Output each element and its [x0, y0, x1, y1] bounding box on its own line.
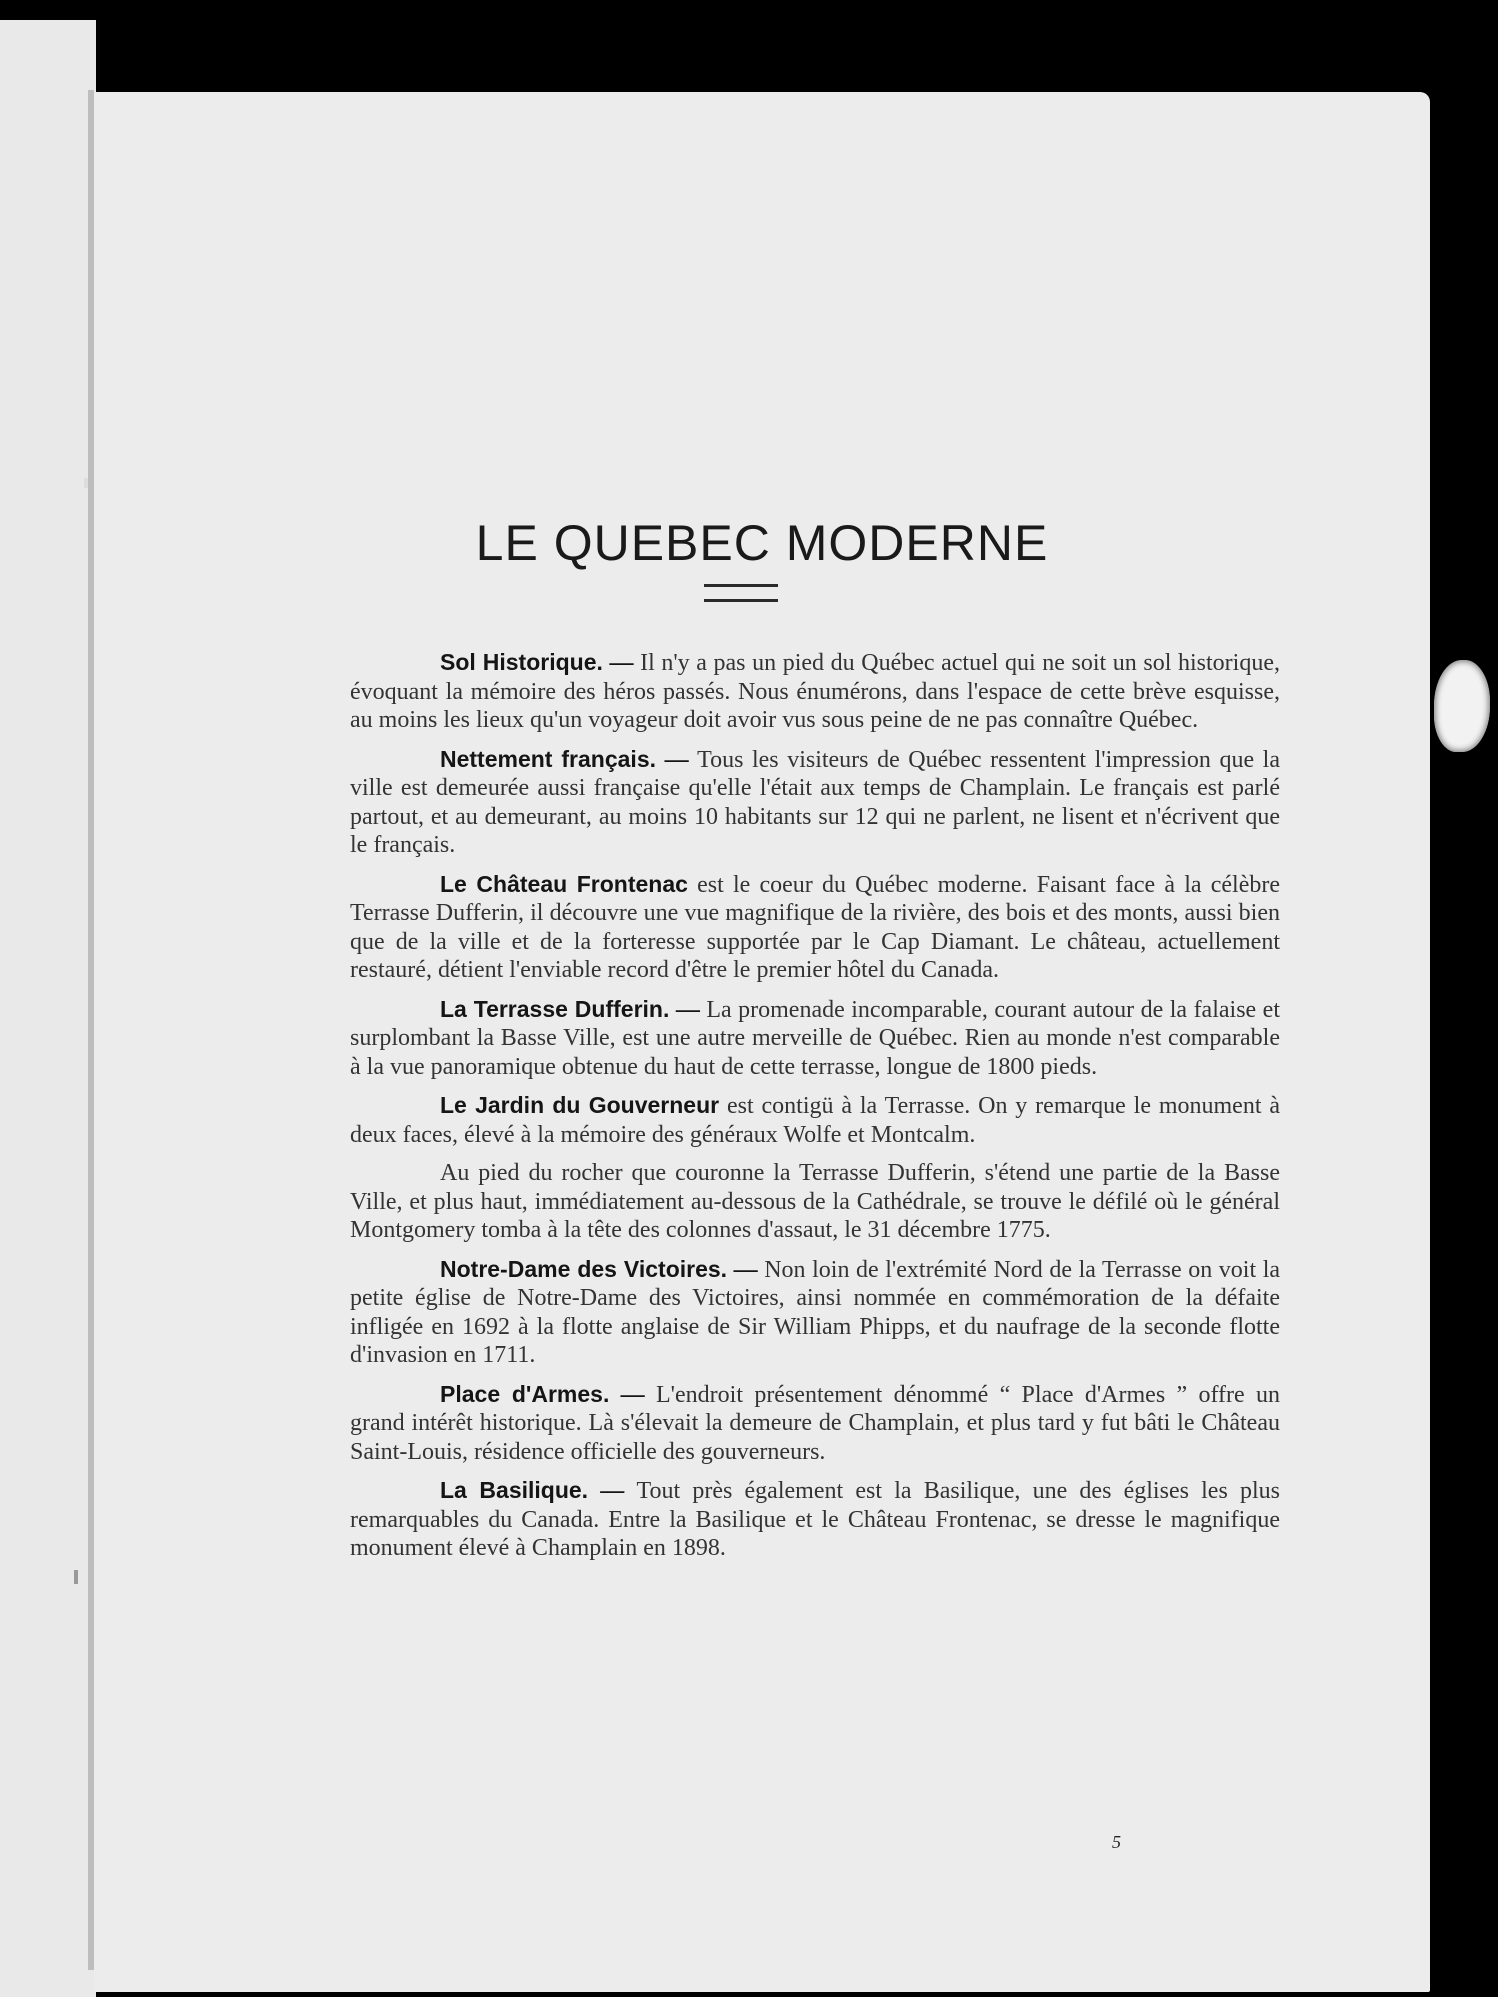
article-paragraph: [350, 1091, 1280, 1149]
article-paragraph: [350, 648, 1280, 735]
article-paragraph: [350, 870, 1280, 985]
article-paragraph: [350, 1476, 1280, 1563]
heading-dash: —: [609, 1381, 657, 1408]
article-paragraph: [350, 1380, 1280, 1467]
article-paragraph: [350, 1255, 1280, 1370]
article-paragraph: [350, 1159, 1280, 1245]
paragraph-text: est le coeur du Québec moderne. Faisant face à la célèbre Terrasse Dufferin, il découvre une vue magnifique de la rivière, des bois et des monts, aussi bien que de la ville et de la forteresse supportée par le Cap Diamant. Le château, actuellement restauré, détient l'enviable record d'être le premier hôtel du Canada.: [350, 871, 1280, 983]
heading-dash: —: [727, 1256, 765, 1283]
paper-stain: [1434, 660, 1490, 752]
paragraph-heading: La Terrasse Dufferin.: [440, 995, 670, 1022]
paragraph-text: Non loin de l'extrémité Nord de la Terrasse on voit la petite église de Notre-Dame des Victoires, ainsi nommée en commémoration de la défaite infligée en 1692 à la flotte anglaise de Sir William Phipps, et du naufrage de la seconde flotte d'invasion en 1711.: [350, 1256, 1281, 1368]
page-title: LE QUEBEC MODERNE: [475, 514, 1049, 571]
paragraph-text: L'endroit présentement dénommé “ Place d'Armes ” offre un grand intérêt historique. Là s'élevait la demeure de Champlain, et plus tard y fut bâti le Château Saint-Louis, résidence officielle des gouverneurs.: [350, 1381, 1281, 1465]
paragraph-text: Au pied du rocher que couronne la Terrasse Dufferin, s'étend une partie de la Basse Ville, et plus haut, immédiatement au-dessous de la Cathédrale, se trouve le défilé où le général Montgomery tomba à la tête des colonnes d'assaut, le 31 décembre 1775.: [350, 1160, 1280, 1243]
paragraph-text: Tous les visiteurs de Québec ressentent l'impression que la ville est demeurée aussi française qu'elle l'était aux temps de Champlain. Le français est parlé partout, et au demeurant, au moins 10 habitants sur 12 qui ne parlent, ne lisent et n'écrivent que le français.: [350, 746, 1280, 858]
paragraph-text: Il n'y a pas un pied du Québec actuel qui ne soit un sol historique, évoquant la mémoire des héros passés. Nous énumérons, dans l'espace de cette brève esquisse, au moins les lieux qu'un voyageur doit avoir vus sous peine de ne pas connaître Québec.: [350, 650, 1280, 733]
scan-speck: [84, 478, 88, 488]
heading-dash: —: [669, 996, 707, 1023]
article-paragraph: [350, 745, 1280, 860]
heading-dash: [688, 872, 697, 898]
facing-page-edge: [0, 20, 96, 1997]
article-paragraph: [350, 995, 1280, 1082]
heading-dash: —: [588, 1478, 637, 1504]
page-number: 5: [1112, 1832, 1121, 1852]
paragraph-heading: Nettement français.: [440, 745, 657, 772]
heading-dash: [719, 1093, 727, 1119]
paragraph-heading: La Basilique.: [440, 1477, 589, 1503]
paragraph-text: Tout près également est la Basilique, une des églises les plus remarquables du Canada. Entre la Basilique et le Château Frontenac, se dresse le magnifique monument élevé à Champlain en 1898.: [350, 1478, 1280, 1561]
paragraph-heading: Place d'Armes.: [440, 1380, 610, 1407]
book-page: [94, 92, 1430, 1992]
heading-dash: —: [656, 746, 698, 773]
heading-dash: —: [602, 650, 641, 676]
paragraph-text: La promenade incomparable, courant autour de la falaise et surplombant la Basse Ville, est une autre merveille de Québec. Rien au monde n'est comparable à la vue panoramique obtenue du haut de cette terrasse, longue de 1800 pieds.: [350, 996, 1281, 1080]
article-body: [350, 648, 1280, 1573]
paragraph-heading: Le Jardin du Gouverneur: [440, 1092, 720, 1118]
paragraph-heading: Le Château Frontenac: [440, 870, 688, 897]
paragraph-text: est contigü à la Terrasse. On y remarque le monument à deux faces, élevé à la mémoire des généraux Wolfe et Montcalm.: [350, 1093, 1281, 1148]
scan-speck: [74, 1570, 78, 1584]
title-double-rule: [704, 584, 778, 602]
paragraph-heading: Sol Historique.: [440, 649, 603, 675]
paragraph-heading: Notre-Dame des Victoires.: [440, 1255, 728, 1282]
